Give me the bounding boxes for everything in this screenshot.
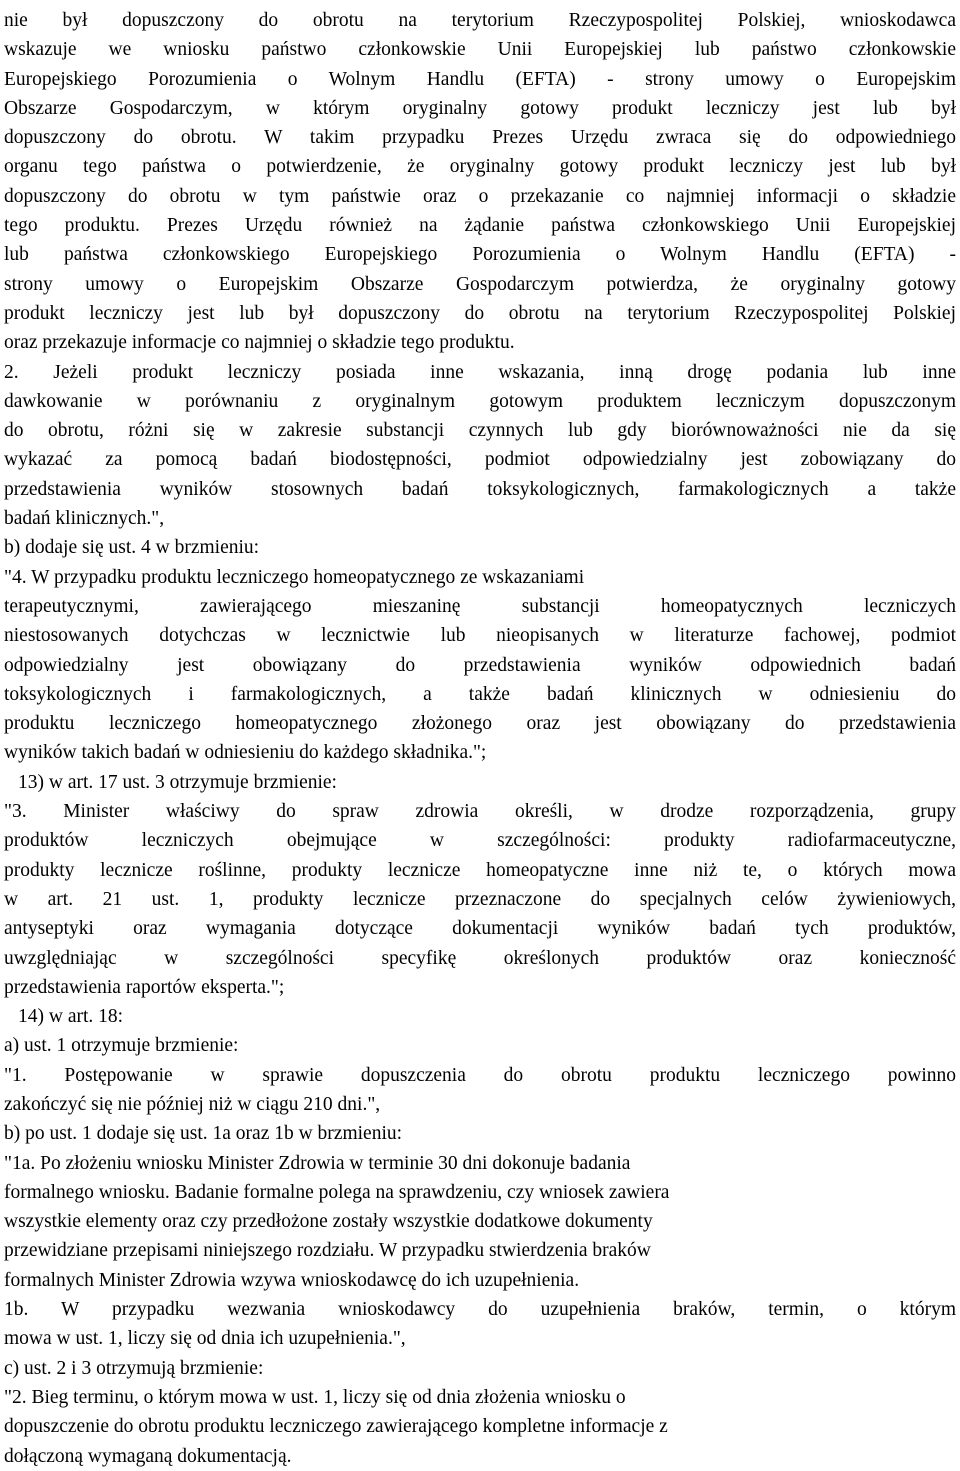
text-line bbox=[4, 1236, 956, 1265]
text-line bbox=[4, 533, 956, 562]
text-line-content: "1. Postępowanie w sprawie dopuszczenia do obrotu produktu leczniczego powinno bbox=[4, 1064, 956, 1086]
text-line-content: odpowiedzialny jest obowiązany do przedstawienia wyników odpowiednich badań bbox=[4, 654, 956, 676]
text-line bbox=[4, 826, 956, 855]
text-line-content: 13) w art. 17 ust. 3 otrzymuje brzmienie: bbox=[18, 771, 337, 793]
text-line bbox=[4, 885, 956, 914]
text-line-content: tego produktu. Prezes Urzędu również na żądanie państwa członkowskiego Unii Europejskiej bbox=[4, 215, 956, 237]
text-line bbox=[4, 270, 956, 299]
text-line-content: badań klinicznych.", bbox=[4, 508, 165, 530]
text-line bbox=[4, 1412, 956, 1441]
text-line-content: dopuszczony do obrotu. W takim przypadku Prezes Urzędu zwraca się do odpowiedniego bbox=[4, 127, 956, 149]
text-line bbox=[4, 973, 956, 1002]
text-line-content: organu tego państwa o potwierdzenie, że oryginalny gotowy produkt leczniczy jest lub był bbox=[4, 156, 956, 178]
text-line-content: b) dodaje się ust. 4 w brzmieniu: bbox=[4, 537, 260, 559]
text-line bbox=[4, 709, 956, 738]
text-line bbox=[4, 1090, 956, 1119]
text-line bbox=[4, 1061, 956, 1090]
text-line bbox=[4, 123, 956, 152]
text-line-content: uwzględniając w szczególności specyfikę określonych produktów oraz konieczność bbox=[4, 947, 956, 969]
text-line bbox=[4, 651, 956, 680]
text-line bbox=[4, 1119, 956, 1148]
text-line-content: formalnych Minister Zdrowia wzywa wnioskodawcę do ich uzupełnienia. bbox=[4, 1269, 580, 1291]
text-line bbox=[4, 1031, 956, 1060]
text-line bbox=[4, 1442, 956, 1471]
text-line-content: dołączoną wymaganą dokumentacją. bbox=[4, 1445, 292, 1467]
text-line-content: "4. W przypadku produktu leczniczego homeopatycznego ze wskazaniami bbox=[4, 566, 585, 588]
text-line bbox=[4, 1002, 956, 1031]
text-line-content: produktów leczniczych obejmujące w szczególności: produkty radiofarmaceutyczne, bbox=[4, 830, 956, 852]
text-line bbox=[4, 1324, 956, 1353]
text-line bbox=[4, 738, 956, 767]
text-line-content: mowa w ust. 1, liczy się od dnia ich uzupełnienia.", bbox=[4, 1328, 406, 1350]
text-line-content: przedstawienia raportów eksperta."; bbox=[4, 976, 285, 998]
text-line-content: 14) w art. 18: bbox=[18, 1006, 124, 1028]
text-line-content: Europejskiego Porozumienia o Wolnym Handlu (EFTA) - strony umowy o Europejskim bbox=[4, 68, 956, 90]
text-line bbox=[4, 387, 956, 416]
text-line bbox=[4, 1266, 956, 1295]
text-line-content: "2. Bieg terminu, o którym mowa w ust. 1, liczy się od dnia złożenia wniosku o bbox=[4, 1386, 626, 1408]
text-line-content: niestosowanych dotychczas w lecznictwie lub nieopisanych w literaturze fachowej, podmiot bbox=[4, 625, 956, 647]
text-line-content: zakończyć się nie później niż w ciągu 210 dni.", bbox=[4, 1093, 381, 1115]
text-line-content: c) ust. 2 i 3 otrzymują brzmienie: bbox=[4, 1357, 264, 1379]
text-line-content: 1b. W przypadku wezwania wnioskodawcy do uzupełnienia braków, termin, o którym bbox=[4, 1299, 956, 1321]
text-line-content: wskazuje we wniosku państwo członkowskie Unii Europejskiej lub państwo członkowskie bbox=[4, 39, 956, 61]
text-line bbox=[4, 358, 956, 387]
text-line-content: "1a. Po złożeniu wniosku Minister Zdrowia w terminie 30 dni dokonuje badania bbox=[4, 1152, 631, 1174]
text-line bbox=[4, 797, 956, 826]
text-line bbox=[4, 504, 956, 533]
text-line bbox=[4, 621, 956, 650]
text-line bbox=[4, 856, 956, 885]
text-line bbox=[4, 1354, 956, 1383]
text-line bbox=[4, 240, 956, 269]
text-line-content: do obrotu, różni się w zakresie substancji czynnych lub gdy biorównoważności nie da się bbox=[4, 420, 956, 442]
text-line bbox=[4, 1295, 956, 1324]
text-line bbox=[4, 94, 956, 123]
text-line-content: wykazać za pomocą badań biodostępności, podmiot odpowiedzialny jest zobowiązany do bbox=[4, 449, 956, 471]
text-line-content: dawkowanie w porównaniu z oryginalnym gotowym produktem leczniczym dopuszczonym bbox=[4, 390, 956, 412]
text-line bbox=[4, 1383, 956, 1412]
text-line bbox=[4, 768, 956, 797]
text-line bbox=[4, 445, 956, 474]
text-line bbox=[4, 65, 956, 94]
text-line-content: 2. Jeżeli produkt leczniczy posiada inne wskazania, inną drogę podania lub inne bbox=[4, 361, 956, 383]
text-line bbox=[4, 475, 956, 504]
text-line-content: produkty lecznicze roślinne, produkty lecznicze homeopatyczne inne niż te, o których mowa bbox=[4, 859, 956, 881]
text-line bbox=[4, 1178, 956, 1207]
text-line-content: toksykologicznych i farmakologicznych, a także badań klinicznych w odniesieniu do bbox=[4, 683, 956, 705]
text-line-content: w art. 21 ust. 1, produkty lecznicze przeznaczone do specjalnych celów żywieniowych, bbox=[4, 888, 956, 910]
text-line bbox=[4, 680, 956, 709]
text-line-content: wszystkie elementy oraz czy przedłożone zostały wszystkie dodatkowe dokumenty bbox=[4, 1211, 653, 1233]
text-line-content: strony umowy o Europejskim Obszarze Gospodarczym potwierdza, że oryginalny gotowy bbox=[4, 273, 956, 295]
text-line bbox=[4, 6, 956, 35]
text-line bbox=[4, 182, 956, 211]
text-line-content: nie był dopuszczony do obrotu na terytorium Rzeczypospolitej Polskiej, wnioskodawca bbox=[4, 10, 956, 31]
text-line bbox=[4, 1149, 956, 1178]
text-line bbox=[4, 328, 956, 357]
text-line-content: formalnego wniosku. Badanie formalne polega na sprawdzeniu, czy wniosek zawiera bbox=[4, 1181, 670, 1203]
text-line-content: przewidziane przepisami niniejszego rozdziału. W przypadku stwierdzenia braków bbox=[4, 1240, 651, 1262]
text-line-content: wyników takich badań w odniesieniu do każdego składnika."; bbox=[4, 742, 487, 764]
text-line-content: przedstawienia wyników stosownych badań toksykologicznych, farmakologicznych a także bbox=[4, 478, 956, 500]
text-line-content: terapeutycznymi, zawierającego mieszaninę substancji homeopatycznych leczniczych bbox=[4, 595, 956, 617]
text-line bbox=[4, 563, 956, 592]
text-line-content: Obszarze Gospodarczym, w którym oryginalny gotowy produkt leczniczy jest lub był bbox=[4, 97, 956, 119]
text-line-content: lub państwa członkowskiego Europejskiego Porozumienia o Wolnym Handlu (EFTA) - bbox=[4, 244, 956, 266]
text-line bbox=[4, 944, 956, 973]
text-line bbox=[4, 299, 956, 328]
text-line-content: b) po ust. 1 dodaje się ust. 1a oraz 1b w brzmieniu: bbox=[4, 1123, 403, 1145]
text-line bbox=[4, 592, 956, 621]
text-line bbox=[4, 416, 956, 445]
text-line-content: produkt leczniczy jest lub był dopuszczony do obrotu na terytorium Rzeczypospolitej Polskiej bbox=[4, 302, 956, 324]
text-line bbox=[4, 35, 956, 64]
text-line bbox=[4, 914, 956, 943]
text-line-content: oraz przekazuje informacje co najmniej o składzie tego produktu. bbox=[4, 332, 515, 354]
text-line-content: "3. Minister właściwy do spraw zdrowia określi, w drodze rozporządzenia, grupy bbox=[4, 801, 956, 823]
text-line-content: a) ust. 1 otrzymuje brzmienie: bbox=[4, 1035, 239, 1057]
text-line-content: dopuszczony do obrotu w tym państwie oraz o przekazanie co najmniej informacji o składzie bbox=[4, 185, 956, 207]
text-line bbox=[4, 152, 956, 181]
text-line-content: produktu leczniczego homeopatycznego złożonego oraz jest obowiązany do przedstawienia bbox=[4, 713, 956, 735]
text-line-content: antyseptyki oraz wymagania dotyczące dokumentacji wyników badań tych produktów, bbox=[4, 918, 956, 940]
text-line bbox=[4, 211, 956, 240]
text-line-content: dopuszczenie do obrotu produktu leczniczego zawierającego kompletne informacje z bbox=[4, 1416, 668, 1438]
text-line bbox=[4, 1207, 956, 1236]
